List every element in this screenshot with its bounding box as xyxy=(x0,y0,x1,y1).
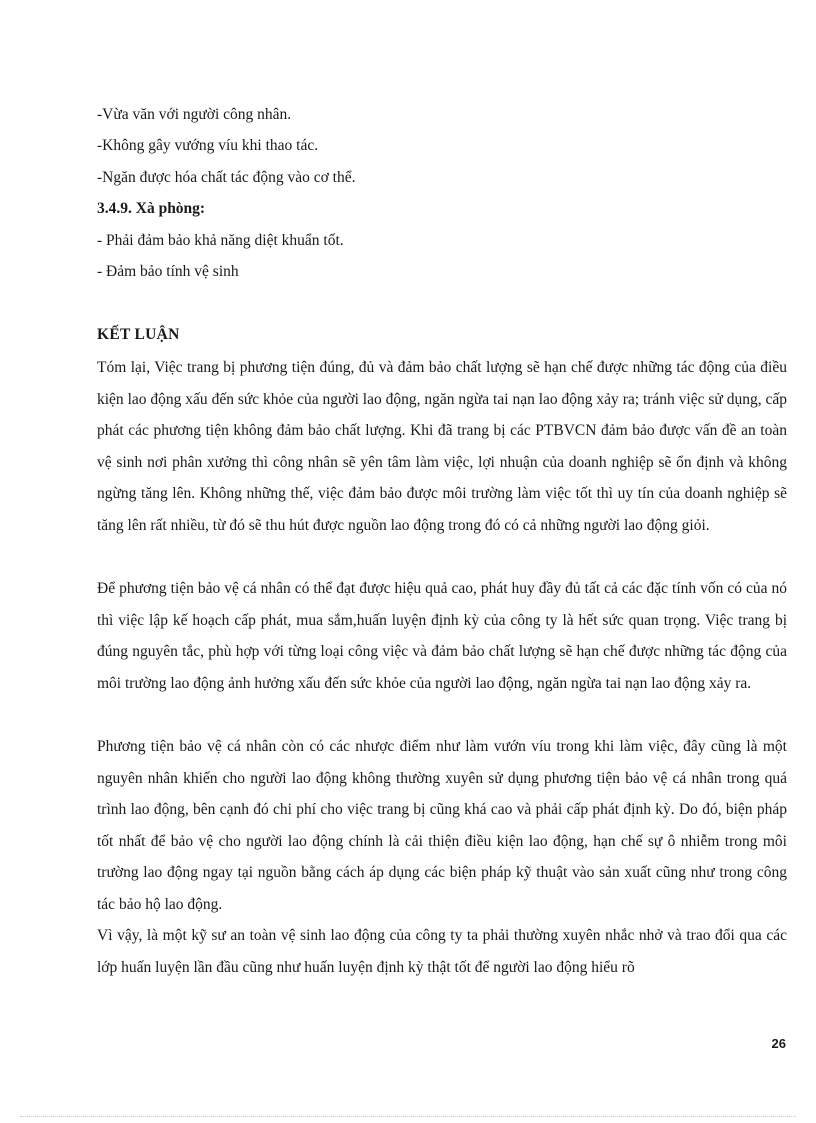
conclusion-title: KẾT LUẬN xyxy=(97,326,180,343)
section-heading-soap: 3.4.9. Xà phòng: xyxy=(97,200,206,217)
list-item: -Không gây vướng víu khi thao tác. xyxy=(97,137,319,154)
page-number: 26 xyxy=(771,1036,786,1051)
conclusion-paragraph-3: Phương tiện bảo vệ cá nhân còn có các nhược điểm như làm vướn víu trong khi làm việc, đây cũng là một nguyên nhân khiến cho người lao động không thường xuyên sử dụng phương tiện bảo vệ cá nhân trong quá trình lao động, bên cạnh đó chi phí cho việc trang bị cũng khá cao và phải cấp phát định kỳ. Do đó, biện pháp tốt nhất để bảo vệ cho người lao động chính là cải thiện điều kiện lao động, hạn chế sự ô nhiễm trong môi trường lao động ngay tại nguồn bằng cách áp dụng các biện pháp kỹ thuật vào sản xuất cũng như trong công tác bảo hộ lao động. xyxy=(97,738,787,913)
page-bottom-divider xyxy=(20,1116,796,1117)
list-item: -Ngăn được hóa chất tác động vào cơ thể. xyxy=(97,169,356,186)
conclusion-paragraph-2: Để phương tiện bảo vệ cá nhân có thể đạt được hiệu quả cao, phát huy đầy đủ tất cả các đặc tính vốn có của nó thì việc lập kế hoạch cấp phát, mua sắm,huấn luyện định kỳ của công ty là hết sức quan trọng. Việc trang bị đúng nguyên tắc, phù hợp với từng loại công việc và đảm bảo chất lượng sẽ hạn chế được những tác động của môi trường lao động ảnh hưởng xấu đến sức khỏe của người lao động, ngăn ngừa tai nạn lao động xảy ra. xyxy=(97,580,787,692)
conclusion-paragraph-4: Vì vậy, là một kỹ sư an toàn vệ sinh lao động của công ty ta phải thường xuyên nhắc nhở và trao đổi qua các lớp huấn luyện lần đầu cũng như huấn luyện định kỳ thật tốt để người lao động hiểu rõ xyxy=(97,927,787,976)
list-item: - Đảm bảo tính vệ sinh xyxy=(97,263,239,280)
list-item: -Vừa văn với người công nhân. xyxy=(97,106,292,123)
list-item: - Phải đảm bảo khả năng diệt khuẩn tốt. xyxy=(97,232,344,249)
conclusion-paragraph-1: Tóm lại, Việc trang bị phương tiện đúng, đủ và đảm bảo chất lượng sẽ hạn chế được những tác động của điều kiện lao động xấu đến sức khỏe của người lao động, ngăn ngừa tai nạn lao động xảy ra; tránh việc sử dụng, cấp phát các phương tiện không đảm bảo chất lượng. Khi đã trang bị các PTBVCN đảm bảo được vấn đề an toàn vệ sinh nơi phân xưởng thì công nhân sẽ yên tâm làm việc, lợi nhuận của doanh nghiệp sẽ ổn định và không ngừng tăng lên. Không những thế, việc đảm bảo được môi trường làm việc tốt thì uy tín của doanh nghiệp sẽ tăng lên rất nhiều, từ đó sẽ thu hút được nguồn lao động trong đó có cả những người lao động giỏi. xyxy=(97,359,787,534)
